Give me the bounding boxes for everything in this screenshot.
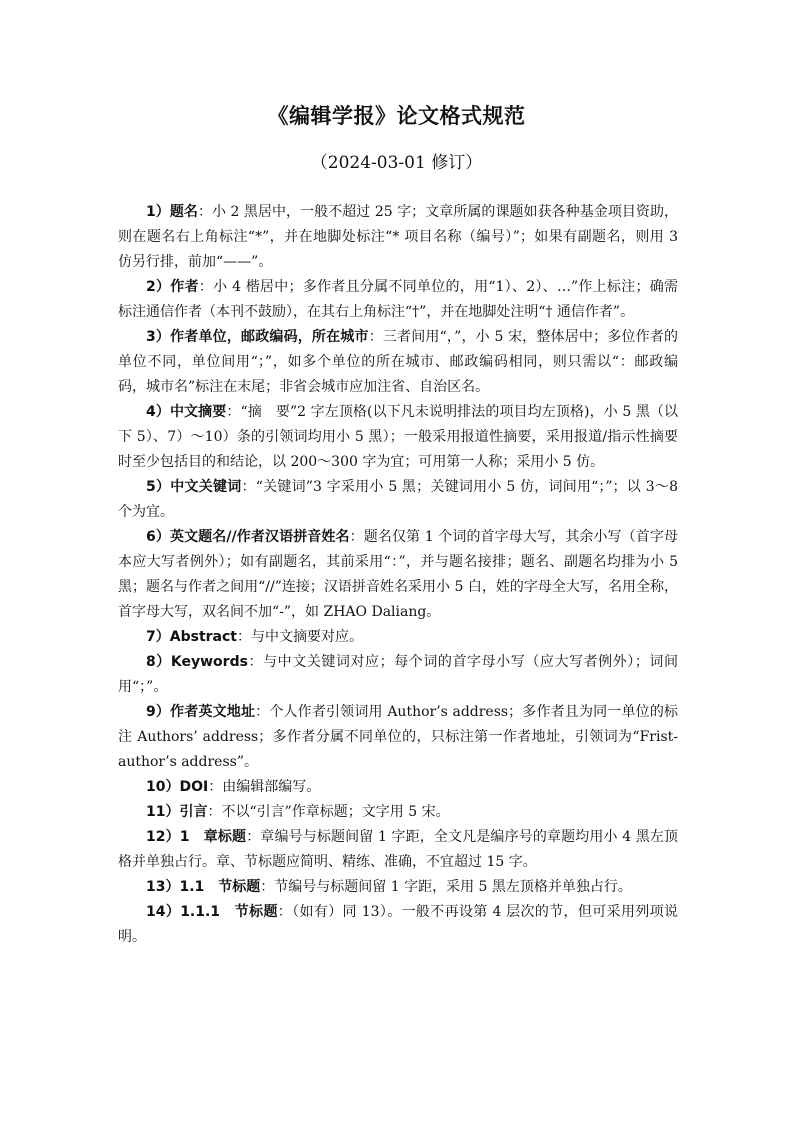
item-text: ：个人作者引领词用 Author’s address；多作者且为同一单位的标注 Authors’ address；多作者分属不同单位的，只标注第一作者地址，引领词为“Frist-author’s address”。 (118, 704, 678, 770)
item-number: 14） (146, 904, 181, 920)
item-text: ：（如有）同 13）。一般不再设第 4 层次的节，但可采用列项说明。 (118, 904, 678, 945)
item-number: 1） (146, 204, 170, 220)
item-heading: 中文关键词 (170, 479, 242, 495)
item-text: ：“关键词”3 字采用小 5 黑；关键词用小 5 仿，词间用“；”；以 3～8 个为宜。 (118, 479, 678, 520)
item-heading: 作者 (170, 279, 199, 295)
list-item (118, 825, 678, 875)
item-heading: Keywords (170, 654, 248, 670)
item-text: ：由编辑部编写。 (208, 779, 321, 795)
item-number: 3） (146, 329, 171, 345)
list-item (118, 475, 678, 525)
item-number: 13） (146, 879, 180, 895)
list-item (118, 900, 678, 950)
item-text: ：与中文摘要对应。 (236, 629, 363, 645)
list-item (118, 800, 678, 825)
item-heading: 1 章标题 (179, 829, 247, 845)
item-heading: Abstract (169, 629, 237, 645)
item-heading: DOI (179, 779, 209, 795)
item-number: 8） (146, 654, 171, 670)
document-body (118, 200, 678, 950)
list-item (118, 650, 678, 700)
list-item (118, 775, 678, 800)
item-number: 6） (146, 529, 170, 545)
document-subtitle: （2024-03-01 修订） (310, 153, 483, 173)
list-item (118, 525, 678, 625)
document-title: 《编辑学报》论文格式规范 (267, 104, 526, 128)
item-heading: 英文题名//作者汉语拼音姓名 (169, 529, 350, 545)
list-item (118, 875, 678, 900)
item-number: 5） (146, 479, 171, 495)
item-text: ：小 2 黑居中，一般不超过 25 字；文章所属的课题如获各种基金项目资助，则在题名右上角标注“*”，并在地脚处标注“* 项目名称（编号）”；如果有副题名，则用 3 仿另行排，前加“——”。 (118, 204, 678, 270)
item-number: 2） (146, 279, 171, 295)
item-heading: 1.1 节标题 (179, 879, 261, 895)
item-text: ：章编号与标题间留 1 字距，全文凡是编序号的章题均用小 4 黑左顶格并单独占行。章、节标题应简明、精练、准确，不宜超过 15 字。 (118, 829, 678, 870)
list-item (118, 625, 678, 650)
item-number: 10） (146, 779, 180, 795)
item-heading: 1.1.1 节标题 (180, 904, 278, 920)
item-heading: 作者单位，邮政编码，所在城市 (170, 329, 369, 345)
item-number: 4） (146, 404, 170, 420)
item-heading: 中文摘要 (169, 404, 227, 420)
list-item (118, 275, 678, 325)
list-item (118, 325, 678, 400)
item-text: ：题名仅第 1 个词的首字母大写，其余小写（首字母本应大写者例外）；如有副题名，其前采用“：”，并与题名接排；题名、副题名均排为小 5 黑；题名与作者之间用“//”连接；汉语拼音姓名采用小 5 白，姓的字母全大写，名用全称，首字母大写，双名间不加“-”，如 ZHAO Daliang。 (118, 529, 678, 620)
item-number: 9） (146, 704, 171, 720)
item-text: ：三者间用“，”，小 5 宋，整体居中；多位作者的单位不同，单位间用“；”，如多个单位的所在城市、邮政编码相同，则只需以“：邮政编码，城市名”标注在末尾；非省会城市应加注省、自治区名。 (118, 329, 678, 395)
item-text: ：“摘 要”2 字左顶格(以下凡未说明排法的项目均左顶格)，小 5 黑（以下 5）、7）～10）条的引领词均用小 5 黑）；一般采用报道性摘要，采用报道/指示性摘要时至少包括目的和结论，以 200～300 字为宜；可用第一人称；采用小 5 仿。 (118, 404, 679, 470)
item-heading: 作者英文地址 (170, 704, 256, 720)
list-item (118, 700, 678, 775)
item-text: ：不以“引言”作章标题；文字用 5 宋。 (207, 804, 450, 820)
item-number: 7） (146, 629, 170, 645)
list-item (118, 200, 678, 275)
item-heading: 引言 (179, 804, 208, 820)
item-number: 12） (146, 829, 180, 845)
item-text: ：小 4 楷居中；多作者且分属不同单位的，用“1）、2）、…”作上标注；确需标注通信作者（本刊不鼓励），在其右上角标注“†”，并在地脚处注明“† 通信作者”。 (118, 279, 679, 320)
list-item (118, 400, 678, 475)
item-number: 11） (146, 804, 180, 820)
item-text: ：节编号与标题间留 1 字距，采用 5 黑左顶格并单独占行。 (260, 879, 632, 895)
item-heading: 题名 (169, 204, 198, 220)
item-text: ：与中文关键词对应；每个词的首字母小写（应大写者例外）；词间用“；”。 (118, 654, 679, 695)
